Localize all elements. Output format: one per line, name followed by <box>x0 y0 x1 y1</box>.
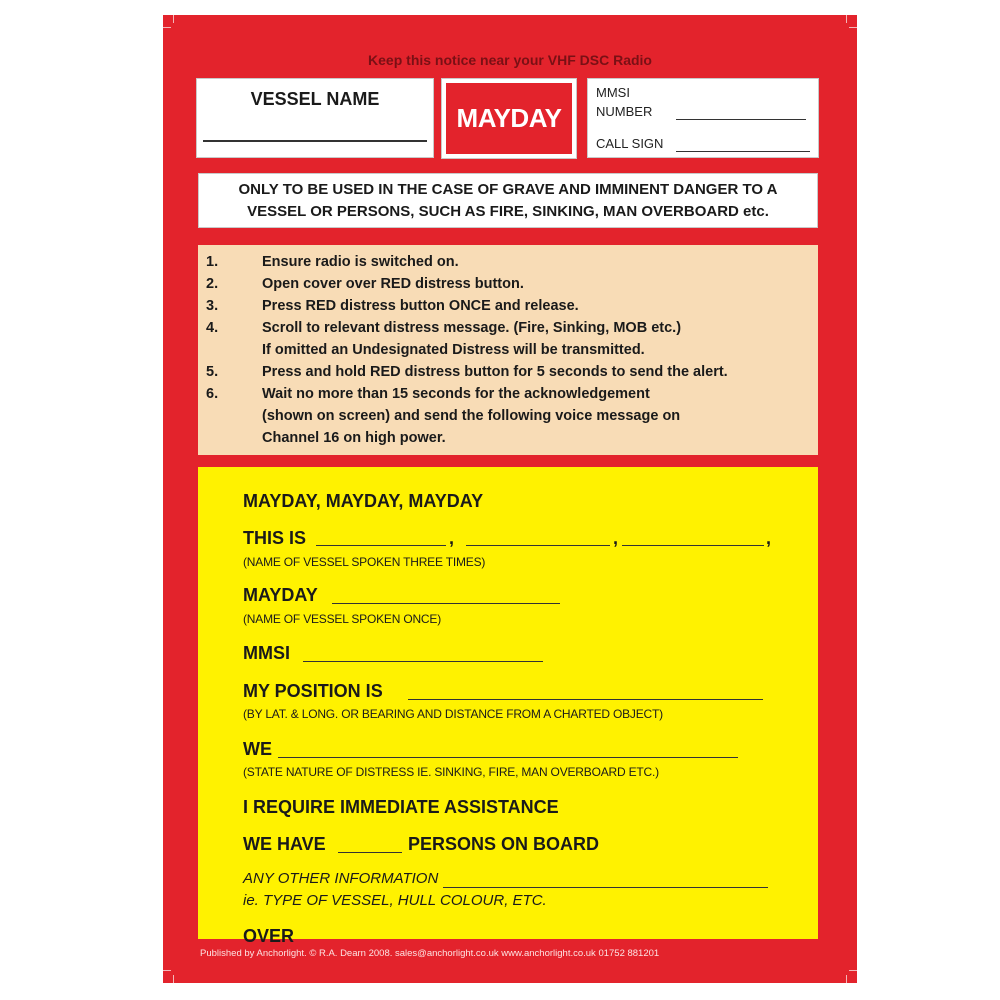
comma-sep: , <box>449 528 455 548</box>
crop-mark <box>173 975 174 983</box>
comma-sep: , <box>613 528 619 548</box>
mayday-notice-card <box>163 15 857 983</box>
step-text: Channel 16 on high power. <box>262 430 446 446</box>
mmsi-box <box>587 78 819 158</box>
step-text: Ensure radio is switched on. <box>262 254 459 270</box>
vessel-name-label: VESSEL NAME <box>250 89 380 109</box>
we-label: WE <box>243 739 272 759</box>
persons-on-board-label: PERSONS ON BOARD <box>408 834 600 854</box>
this-is-label: THIS IS <box>243 528 307 548</box>
step-number: 2. <box>206 276 219 292</box>
step-text: (shown on screen) and send the following voice message on <box>262 408 681 424</box>
mayday-x3: MAYDAY, MAYDAY, MAYDAY <box>243 491 484 511</box>
call-sign-label: CALL SIGN <box>596 136 664 151</box>
we-hint: (STATE NATURE OF DISTRESS IE. SINKING, FIRE, MAN OVERBOARD ETC.) <box>243 765 659 779</box>
step-row <box>198 251 818 273</box>
mayday-hint: (NAME OF VESSEL SPOKEN ONCE) <box>243 612 441 626</box>
step-number: 5. <box>206 364 219 380</box>
persons-count-blank <box>338 852 402 853</box>
assistance-line: I REQUIRE IMMEDIATE ASSISTANCE <box>243 797 559 817</box>
position-blank <box>408 699 763 700</box>
step-text: Press RED distress button ONCE and release. <box>262 298 579 314</box>
mayday-label: MAYDAY <box>243 585 318 605</box>
other-info-hint: ie. TYPE OF VESSEL, HULL COLOUR, ETC. <box>243 892 547 909</box>
crop-mark <box>849 970 857 971</box>
we-have-label: WE HAVE <box>243 834 326 854</box>
mmsi-blank <box>303 661 543 662</box>
mayday-badge: MAYDAY <box>446 83 572 154</box>
position-hint: (BY LAT. & LONG. OR BEARING AND DISTANCE FROM A CHARTED OBJECT) <box>243 707 663 721</box>
voice-message-box <box>198 467 818 946</box>
step-row <box>198 317 818 339</box>
other-info-label: ANY OTHER INFORMATION <box>243 870 439 887</box>
vessel-name-blank-2 <box>466 545 610 546</box>
other-info-blank <box>443 887 768 888</box>
call-sign-line <box>676 151 810 152</box>
warning-box <box>198 173 818 228</box>
warning-line-1: ONLY TO BE USED IN THE CASE OF GRAVE AND IMMINENT DANGER TO A <box>238 181 778 198</box>
top-note: Keep this notice near your VHF DSC Radio <box>368 52 652 68</box>
vessel-name-blank-3 <box>622 545 764 546</box>
step-text: Wait no more than 15 seconds for the acknowledgement <box>262 386 650 402</box>
crop-mark <box>849 27 857 28</box>
step-text: Scroll to relevant distress message. (Fire, Sinking, MOB etc.) <box>262 320 682 336</box>
step-number: 6. <box>206 386 219 402</box>
mmsi-number-line <box>676 119 806 120</box>
warning-line-2: VESSEL OR PERSONS, SUCH AS FIRE, SINKING, MAN OVERBOARD etc. <box>247 203 769 220</box>
crop-mark <box>163 970 171 971</box>
step-number: 3. <box>206 298 219 314</box>
number-label: NUMBER <box>596 104 653 119</box>
mayday-badge-box <box>441 78 577 159</box>
step-text: If omitted an Undesignated Distress will be transmitted. <box>262 342 645 358</box>
vessel-name-box <box>196 78 434 158</box>
vessel-name-blank-1 <box>316 545 446 546</box>
over-label: OVER <box>243 926 295 946</box>
comma-sep: , <box>766 528 772 548</box>
position-label: MY POSITION IS <box>243 681 383 701</box>
step-row <box>198 405 818 427</box>
crop-mark <box>163 27 171 28</box>
we-blank <box>278 757 738 758</box>
step-row <box>198 273 818 295</box>
mayday-blank <box>332 603 560 604</box>
step-row <box>198 361 818 383</box>
step-row <box>198 339 818 361</box>
step-row <box>198 427 818 449</box>
mmsi-script-label: MMSI <box>243 643 290 663</box>
step-row <box>198 295 818 317</box>
step-text: Open cover over RED distress button. <box>262 276 524 292</box>
step-number: 1. <box>206 254 219 270</box>
instructions-box <box>198 245 818 455</box>
step-number: 4. <box>206 320 219 336</box>
this-is-hint: (NAME OF VESSEL SPOKEN THREE TIMES) <box>243 555 486 569</box>
publisher-footer: Published by Anchorlight. © R.A. Dearn 2008. sales@anchorlight.co.uk www.anchorlight.co.uk 01752 881201 <box>200 948 660 959</box>
vessel-name-line <box>203 140 427 142</box>
crop-mark <box>846 15 847 23</box>
step-row <box>198 383 818 405</box>
crop-mark <box>846 975 847 983</box>
step-text: Press and hold RED distress button for 5 seconds to send the alert. <box>262 364 728 380</box>
crop-mark <box>173 15 174 23</box>
mmsi-label: MMSI <box>596 85 630 100</box>
